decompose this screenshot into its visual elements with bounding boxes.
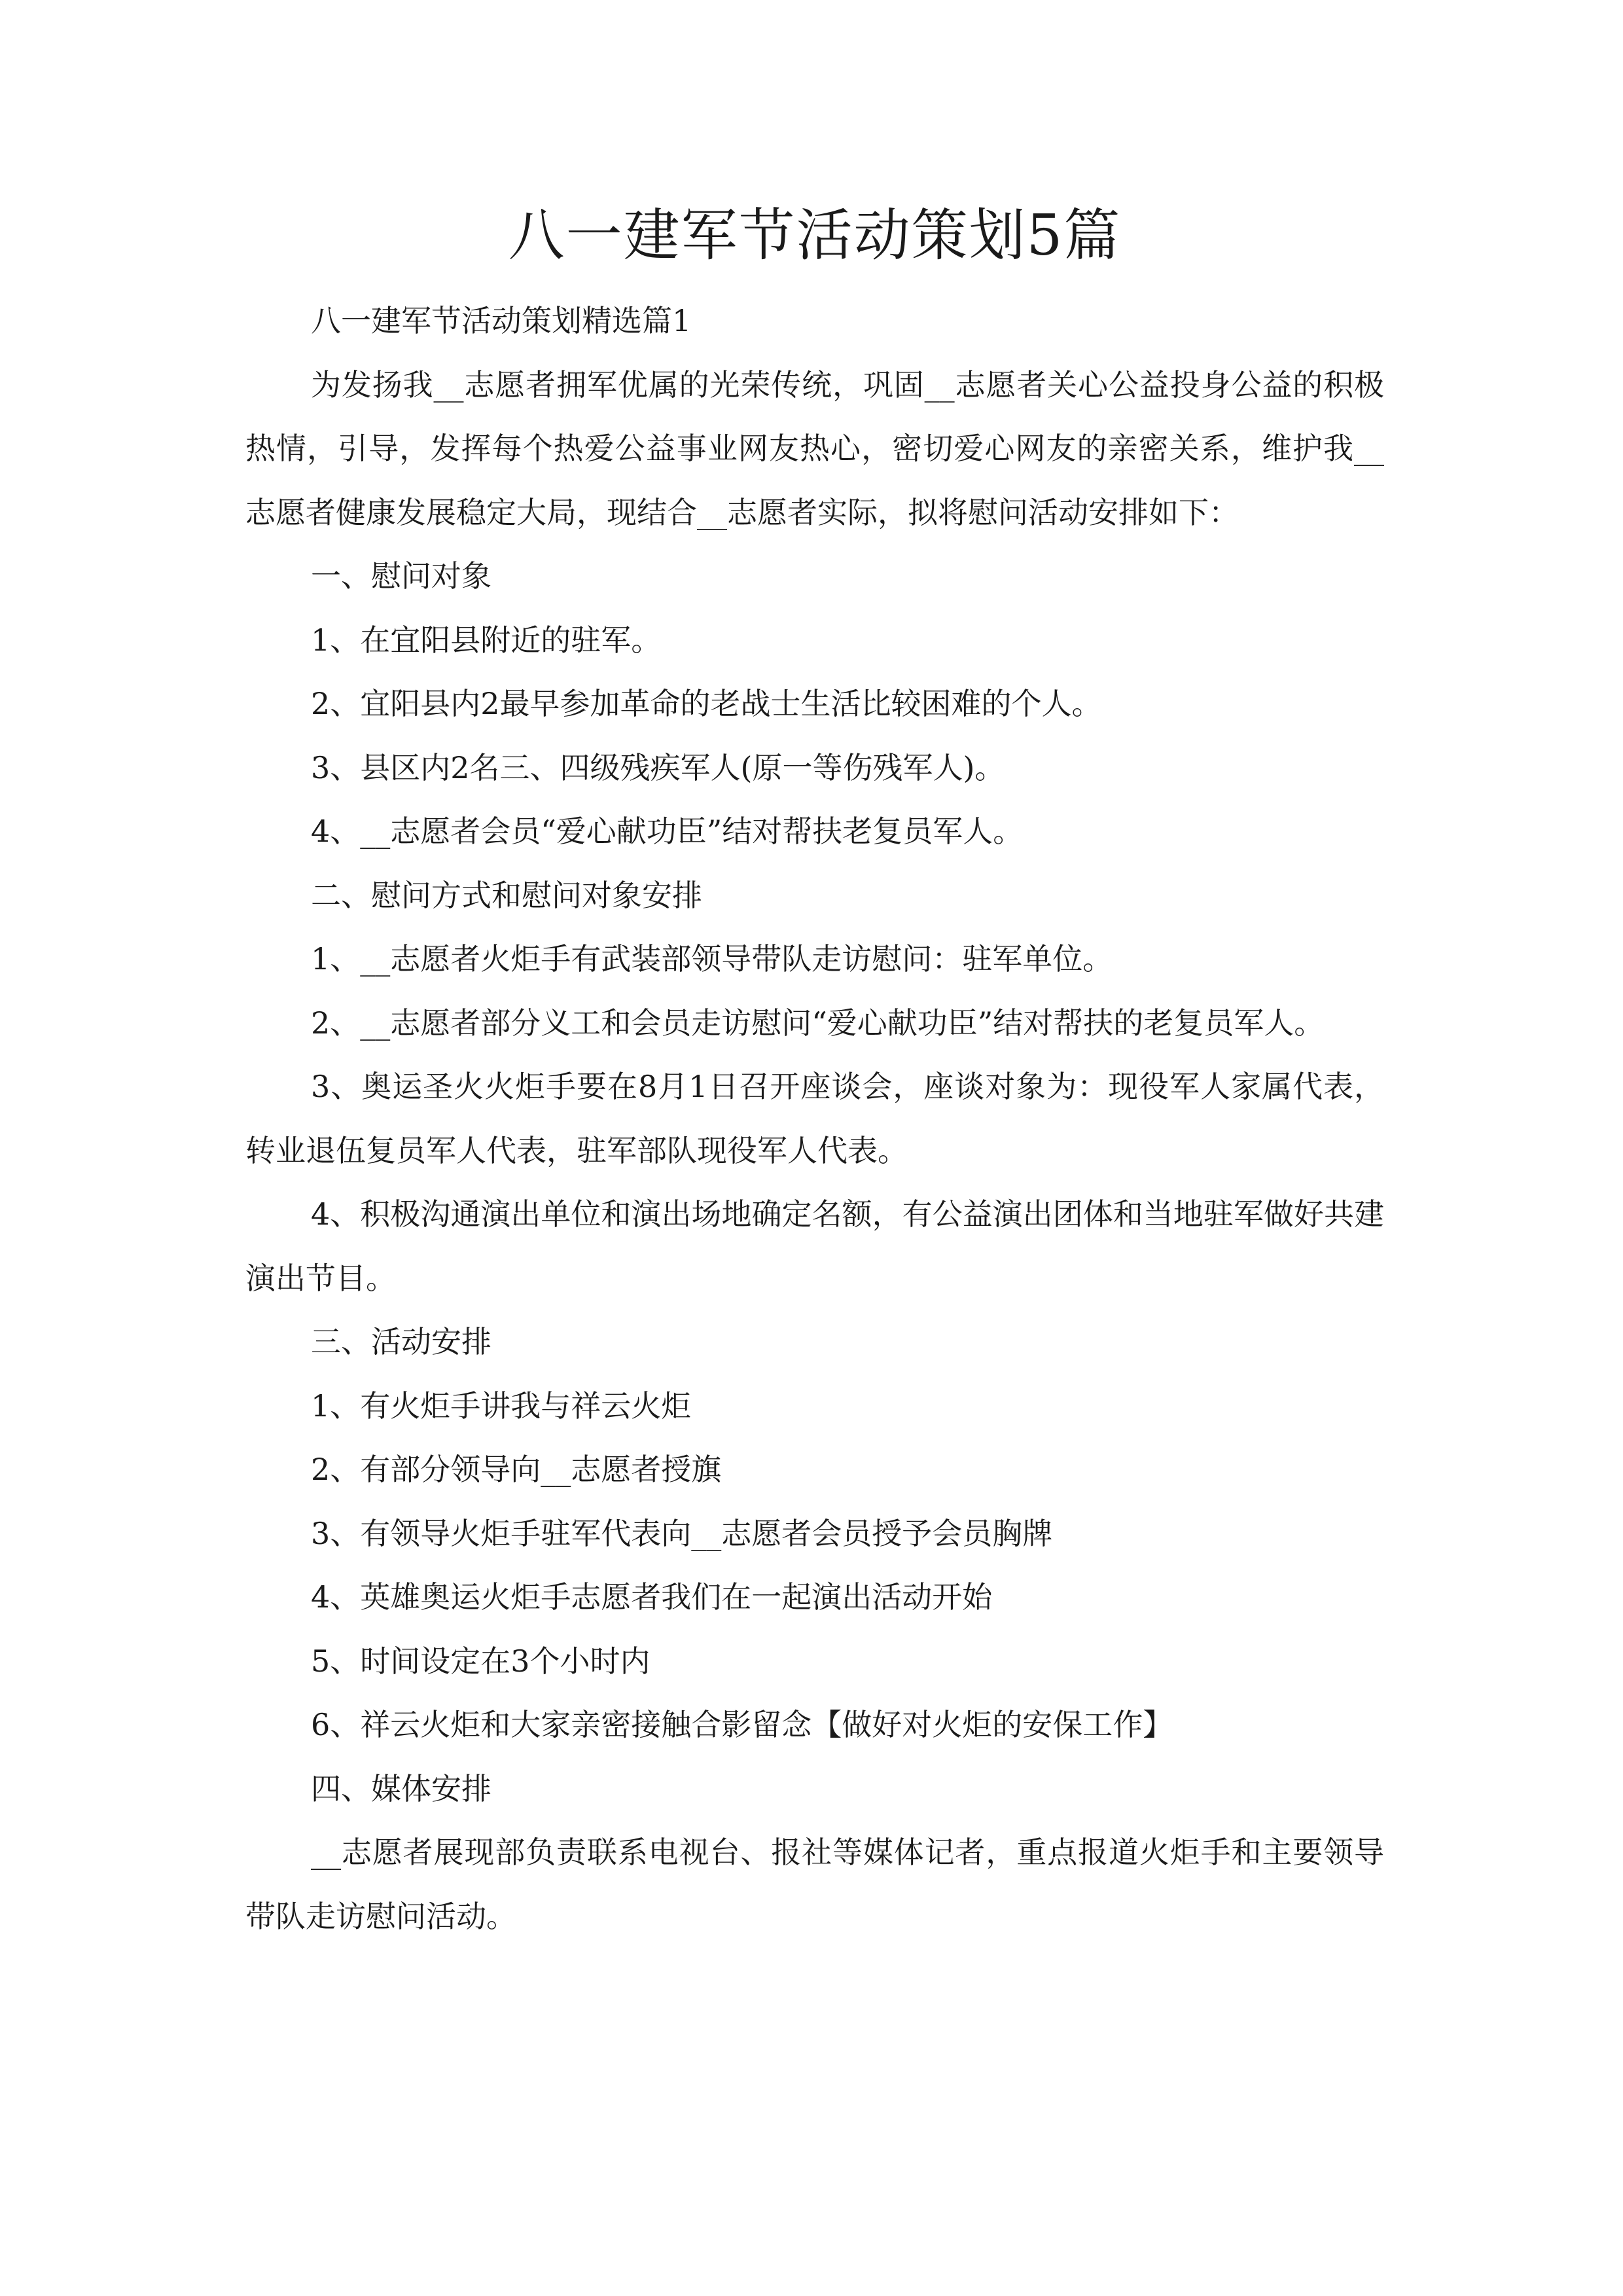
list-item: 1、在宜阳县附近的驻军。 [311,622,662,658]
list-item: 6、祥云火炬和大家亲密接触合影留念【做好对火炬的安保工作】 [311,1707,1173,1742]
list-item: 5、时间设定在3个小时内 [311,1643,651,1679]
list-item: 1、有火炬手讲我与祥云火炬 [311,1388,692,1424]
section-subtitle: 八一建军节活动策划精选篇1 [311,303,692,338]
heading-3: 三、活动安排 [311,1324,491,1359]
list-item: 1、__志愿者火炬手有武装部领导带队走访慰问：驻军单位。 [311,941,1113,977]
list-item: 3、奥运圣火火炬手要在8月1日召开座谈会，座谈对象为：现役军人家属代表，转业退伍复员军人代表，驻军部队现役军人代表。 [245,1069,1384,1168]
list-item: 2、__志愿者部分义工和会员走访慰问“爱心献功臣”结对帮扶的老复员军人。 [311,1005,1325,1041]
list-item: 4、__志愿者会员“爱心献功臣”结对帮扶老复员军人。 [311,814,1024,849]
list-item: 3、县区内2名三、四级残疾军人(原一等伤残军人)。 [311,749,1005,785]
list-item: 2、有部分领导向__志愿者授旗 [311,1452,722,1487]
list-item: 3、有领导火炬手驻军代表向__志愿者会员授予会员胸牌 [311,1515,1053,1551]
document-page [245,196,1384,1948]
list-item: 2、宜阳县内2最早参加革命的老战士生活比较困难的个人。 [311,686,1102,721]
list-item: 4、积极沟通演出单位和演出场地确定名额，有公益演出团体和当地驻军做好共建演出节目。 [245,1196,1384,1296]
heading-4: 四、媒体安排 [311,1770,491,1806]
heading-2: 二、慰问方式和慰问对象安排 [311,877,702,913]
list-item: 4、英雄奥运火炬手志愿者我们在一起演出活动开始 [311,1579,993,1615]
paragraph-media: __志愿者展现部负责联系电视台、报社等媒体记者，重点报道火炬手和主要领导带队走访慰问活动。 [245,1835,1384,1934]
heading-1: 一、慰问对象 [311,558,491,594]
document-title: 八一建军节活动策划5篇 [508,203,1122,268]
paragraph-intro: 为发扬我__志愿者拥军优属的光荣传统，巩固__志愿者关心公益投身公益的积极热情，引导，发挥每个热爱公益事业网友热心，密切爱心网友的亲密关系，维护我__志愿者健康发展稳定大局，现结合__志愿者实际，拟将慰问活动安排如下： [245,367,1384,530]
